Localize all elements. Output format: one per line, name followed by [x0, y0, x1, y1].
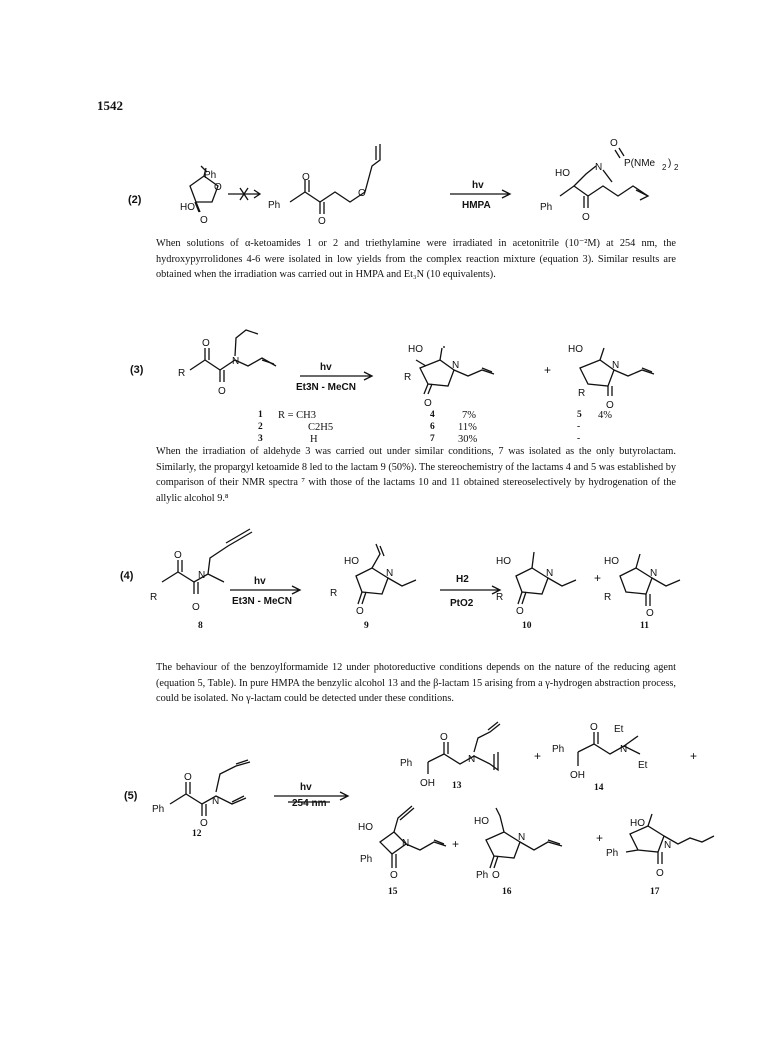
eq2-n-product: N [595, 162, 603, 173]
eq4-n-11: N [650, 568, 658, 579]
compound-label-8: 8 [198, 621, 203, 631]
eq2-condition-top: hv [472, 180, 484, 191]
eq2-phos-group: P(NMe [624, 158, 656, 169]
eq2-phos-o: O [610, 138, 618, 149]
eq4-o-start-2: O [192, 602, 200, 613]
eq5-ph-13: Ph [400, 758, 413, 769]
eq5-o-14: O [590, 722, 598, 733]
eq4-r-11: R [604, 592, 612, 603]
eq4-r-10: R [496, 592, 504, 603]
eq5-oh-13: OH [420, 778, 435, 789]
eq5-ho-16: HO [474, 816, 489, 827]
eq3-condition-bottom: Et3N - MeCN [296, 382, 357, 393]
table-row-r: R = CH3 [278, 410, 317, 421]
table-row-prod1: 6 [430, 422, 435, 432]
eq4-condition-bottom: Et3N - MeCN [232, 596, 293, 607]
eq2-o-ester: O [358, 188, 366, 199]
eq4-ho-11: HO [604, 556, 619, 567]
eq4-condition-top: hv [254, 576, 266, 587]
eq5-n-14: N [620, 744, 628, 755]
compound-label-14: 14 [594, 783, 604, 793]
table-row-prod1: 4 [430, 410, 435, 420]
eq2-ph-start: Ph [268, 200, 281, 211]
compound-label-9: 9 [364, 621, 369, 631]
eq4-plus: + [594, 571, 602, 585]
eq5-ho-17: HO [630, 818, 645, 829]
eq3-n-product-1: N [452, 360, 460, 371]
eq4-ho-10: HO [496, 556, 511, 567]
compound-label-10: 10 [522, 621, 532, 631]
eq3-plus: + [544, 363, 552, 377]
table-row-num: 2 [258, 422, 263, 432]
eq3-o-product-2: O [606, 400, 614, 411]
eq5-n-15: N [402, 838, 410, 849]
eq5-et-14-top: Et [614, 724, 624, 735]
equation-label-2: (2) [128, 194, 142, 206]
eq2-ho-product: HO [555, 168, 570, 179]
table-row-yield1: 7% [462, 410, 476, 421]
eq4-h2: H2 [456, 574, 469, 585]
table-row-yield1: 30% [458, 434, 478, 445]
paragraph-3: The behaviour of the benzoylformamide 12 under photoreductive conditions depends on the nature of the reducing agent (equation 5, Table). In pure HMPA the benzylic alcohol 13 and the β-lactam 15 arising from a γ-hydrogen abstraction process, could be isolated. No γ-lactam could be detected under these conditions. [156, 662, 676, 705]
page-number: 1542 [97, 98, 123, 113]
eq5-n-17: N [664, 840, 672, 851]
eq3-o-start: O [202, 338, 210, 349]
eq5-plus-4: + [596, 831, 604, 845]
eq5-o-15: O [390, 870, 398, 881]
eq5-n-13: N [468, 754, 476, 765]
compound-label-13: 13 [452, 781, 462, 791]
eq5-o-16: O [492, 870, 500, 881]
scheme-equation-3 [0, 318, 768, 411]
compound-label-11: 11 [640, 621, 649, 631]
eq2-o-start: O [302, 172, 310, 183]
eq2-phos-sub: 2 [662, 163, 667, 172]
eq3-r-product-1: R [404, 372, 412, 383]
eq3-n-product-2: N [612, 360, 620, 371]
eq5-ph-12: Ph [152, 804, 165, 815]
eq3-condition-top: hv [320, 362, 332, 373]
table-row-yield1: 11% [458, 422, 477, 433]
eq2-ring-o: O [214, 182, 222, 193]
table-row-prod2: - [577, 434, 581, 444]
equation-label-4: (4) [120, 570, 134, 582]
table-row-prod1: 7 [430, 434, 435, 444]
eq2-o-start-2: O [318, 216, 326, 227]
scheme-equation-4 [0, 524, 768, 634]
table-row-yield2: 4% [598, 410, 612, 421]
eq5-ph-15: Ph [360, 854, 373, 865]
eq5-n-12: N [212, 796, 220, 807]
eq4-r-start: R [150, 592, 158, 603]
equation-label-3: (3) [130, 364, 144, 376]
eq5-ph-14: Ph [552, 744, 565, 755]
table-row-prod2: 5 [577, 410, 582, 420]
eq2-ho-left: HO [180, 202, 195, 213]
eq4-ho-9: HO [344, 556, 359, 567]
eq5-n-16: N [518, 832, 526, 843]
eq5-plus-2: + [690, 749, 698, 763]
eq4-o-11: O [646, 608, 654, 619]
eq5-ph-17: Ph [606, 848, 619, 859]
eq4-n-9: N [386, 568, 394, 579]
table-row-num: 1 [258, 410, 263, 420]
eq2-ph-product: Ph [540, 202, 553, 213]
compound-label-15: 15 [388, 887, 398, 897]
eq5-o-12: O [184, 772, 192, 783]
eq2-phos-paren: ) [668, 158, 672, 169]
eq3-r-product-2: R [578, 388, 586, 399]
eq3-n-start: N [232, 356, 240, 367]
eq2-phos-sub2: 2 [674, 163, 679, 172]
eq5-plus-1: + [534, 749, 542, 763]
compound-label-17: 17 [650, 887, 660, 897]
eq2-ph-left: Ph [204, 170, 217, 181]
eq5-o-13: O [440, 732, 448, 743]
eq4-o-9: O [356, 606, 364, 617]
eq5-et-14-bottom: Et [638, 760, 648, 771]
eq3-o-start-2: O [218, 386, 226, 397]
eq5-ho-15: HO [358, 822, 373, 833]
eq2-o-product: O [582, 212, 590, 223]
eq3-ho-product-2: HO [568, 344, 583, 355]
eq5-plus-3: + [452, 837, 460, 851]
eq2-condition-bottom: HMPA [462, 200, 491, 211]
eq4-o-10: O [516, 606, 524, 617]
eq5-condition-top: hv [300, 782, 312, 793]
paragraph-1: When solutions of α-ketoamides 1 or 2 and triethylamine were irradiated in acetonitrile (10⁻²M) at 254 nm, the hydroxypyrrolidones 4-6 were isolated in low yields from the complex reaction mixture (equation 3). Similar results are obtained when the irradiation was carried out in HMPA and Et₃N (10 equivalents). [156, 238, 676, 281]
eq5-condition-bottom: 254 nm [292, 798, 327, 809]
eq5-oh-14: OH [570, 770, 585, 781]
table-row-r: H [310, 434, 318, 445]
compound-label-12: 12 [192, 829, 202, 839]
eq4-o-start: O [174, 550, 182, 561]
eq3-ho-product-1: HO [408, 344, 423, 355]
eq5-o-17: O [656, 868, 664, 879]
table-row-prod2: - [577, 422, 581, 432]
compound-label-16: 16 [502, 887, 512, 897]
eq4-n-start: N [198, 570, 206, 581]
eq3-r-start: R [178, 368, 186, 379]
eq5-o-12-2: O [200, 818, 208, 829]
eq5-ph-16: Ph [476, 870, 489, 881]
eq2-carbonyl-o-left: O [200, 215, 208, 226]
scheme-equation-5 [0, 722, 768, 902]
paragraph-2: When the irradiation of aldehyde 3 was carried out under similar conditions, 7 was isolated as the only butyrolactam. Similarly, the propargyl ketoamide 8 led to the lactam 9 (50%). The stereochemistry of the lactams 4 and 5 was established by comparison of their NMR spectra ⁷ with those of the lactams 10 and 11 obtained stereoselectively by hydrogenation of the allylic alcohol 9.⁸ [156, 446, 676, 504]
scheme-equation-2 [0, 130, 768, 230]
eq3-o-product-1: O [424, 398, 432, 409]
eq4-pto2: PtO2 [450, 598, 474, 609]
eq4-r-9: R [330, 588, 338, 599]
equation-label-5: (5) [124, 790, 138, 802]
eq4-n-10: N [546, 568, 554, 579]
table-row-r: C2H5 [308, 422, 334, 433]
table-row-num: 3 [258, 434, 263, 444]
